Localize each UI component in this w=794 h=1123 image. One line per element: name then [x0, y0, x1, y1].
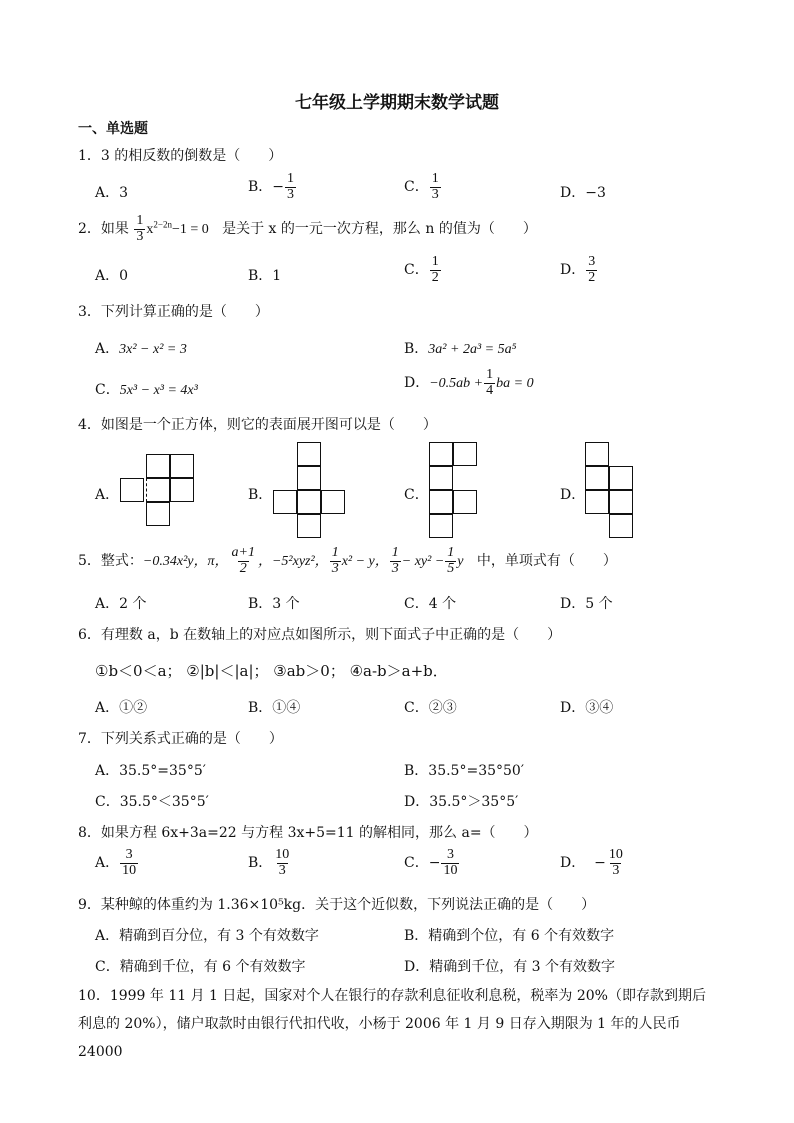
q2-option-a: A．0: [95, 268, 129, 284]
q5-option-c: C．4 个: [404, 596, 457, 612]
q5-option-d: D．5 个: [560, 596, 613, 612]
q7-option-a: A．35.5°=35°5′: [95, 763, 206, 779]
q3-option-a: A．3x² − x² = 3: [95, 341, 187, 357]
q1-option-a: A．3: [95, 185, 129, 201]
q7-option-b: B．35.5°=35°50′: [404, 763, 524, 779]
q4-option-c: C．: [404, 487, 429, 503]
question-4-stem: 4．如图是一个正方体，则它的表面展开图可以是（ ）: [78, 417, 437, 433]
q8-option-d: D． − $\frac{10}{3}$: [560, 847, 623, 878]
question-10-stem: 10．1999 年 11 月 1 日起，国家对个人在银行的存款利息征收利息税，税率为 20%（即存款到期后利息的 20%），储户取款时由银行代扣代收，小杨于 2006 年 1 月 9 日存入期限为 1 年的人民币 24000: [78, 988, 706, 1060]
q6-option-b: B．①④: [248, 700, 301, 716]
page-title: 七年级上学期期末数学试题: [295, 93, 499, 113]
q2-option-d: D． $\frac{3}{2}$: [560, 254, 596, 285]
question-7-stem: 7．下列关系式正确的是（ ）: [78, 731, 283, 747]
q6-option-a: A．①②: [95, 700, 148, 716]
q8-option-b: B． $\frac{10}{3}$: [248, 847, 290, 878]
section-heading: 一、单选题: [78, 121, 148, 137]
q7-option-d: D．35.5°＞35°5′: [404, 794, 519, 810]
q5-option-a: A．2 个: [95, 596, 147, 612]
q9-option-d: D．精确到千位，有 3 个有效数字: [404, 959, 616, 975]
q2-option-b: B．1: [248, 268, 282, 284]
q4-option-a: A．: [95, 487, 120, 503]
q4-option-d: D．: [560, 487, 586, 503]
q5-option-b: B．3 个: [248, 596, 300, 612]
q1-option-b: B．− $\frac{1}{3}$: [248, 171, 295, 202]
question-6-stem: 6．有理数 a，b 在数轴上的对应点如图所示，则下面式子中正确的是（ ）: [78, 627, 562, 643]
q8-option-c: C．− $\frac{3}{10}$: [404, 847, 458, 878]
q8-option-a: A． $\frac{3}{10}$: [95, 847, 137, 878]
q9-option-a: A．精确到百分位，有 3 个有效数字: [95, 928, 319, 944]
q2-option-c: C． $\frac{1}{2}$: [404, 254, 439, 285]
question-1-stem: 1．3 的相反数的倒数是（ ）: [78, 148, 283, 164]
question-8-stem: 8．如果方程 6x+3a=22 与方程 3x+5=11 的解相同，那么 a=（ ）: [78, 825, 538, 841]
q6-option-c: C．②③: [404, 700, 457, 716]
question-3-stem: 3．下列计算正确的是（ ）: [78, 304, 269, 320]
question-2-stem: 2．如果 $\frac{1}{3}$ $x^{2-2n}-1 = 0$ 是关于 x 的一元一次方程，那么 n 的值为（ ）: [78, 213, 537, 244]
q1-option-d: D．−3: [560, 185, 606, 201]
q1-option-c: C． $\frac{1}{3}$: [404, 171, 439, 202]
q4-option-b: B．: [248, 487, 273, 503]
question-5-stem: 5．整式：−0.34x²y，π， $\frac{a+1}{2}$ ，−5²xyz²， $\frac{1}{3}$ x² − y， $\frac{1}{3}$ − xy² − $\frac{1}{5}$ y 中，单项式有（ ）: [78, 545, 617, 576]
question-9-stem: 9．某种鲸的体重约为 1.36×10⁵kg．关于这个近似数，下列说法正确的是（ ）: [78, 897, 596, 913]
q3-option-d: D．−0.5ab + $\frac{1}{4}$ ba = 0: [404, 367, 534, 398]
q9-option-c: C．精确到千位，有 6 个有效数字: [95, 959, 306, 975]
q6-option-d: D．③④: [560, 700, 614, 716]
q6-statements: ①b＜0＜a； ②|b|＜|a|； ③ab＞0； ④a-b＞a+b．: [95, 662, 448, 680]
q9-option-b: B．精确到个位，有 6 个有效数字: [404, 928, 615, 944]
q7-option-c: C．35.5°＜35°5′: [95, 794, 209, 810]
q3-option-b: B．3a² + 2a³ = 5a⁵: [404, 341, 517, 357]
q3-option-c: C．5x³ − x³ = 4x³: [95, 382, 198, 398]
